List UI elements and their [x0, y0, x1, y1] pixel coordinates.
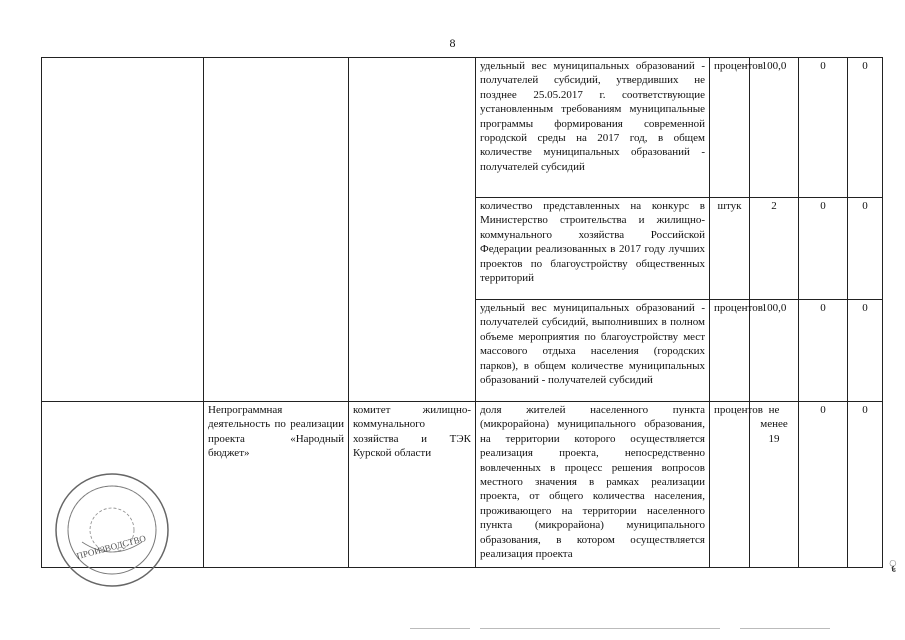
table-row — [42, 58, 883, 198]
indicator-description: удельный вес муниципальных образований - получателей субсидий, выполнивших в полном объеме мероприятия по благоустройству мест массового отдыха населения (городских парков), в общем количестве муниципальных образований - получателей субсидий — [476, 300, 710, 402]
indicator-description: количество представленных на конкурс в Министерство строительства и жилищно-коммунального хозяйства Российской Федерации реализованных в 2017 году лучших проектов по благоустройству общественных территорий — [476, 198, 710, 300]
unit-cell: процентов — [710, 402, 750, 568]
page-number: 8 — [449, 36, 456, 50]
unit-cell: процентов — [710, 300, 750, 402]
official-stamp — [52, 470, 172, 590]
executor-cell: комитет жилищно-коммунального хозяйства и ТЭК Курской области — [349, 402, 476, 568]
unit-cell: процентов — [710, 58, 750, 198]
empty-cell — [42, 58, 204, 402]
empty-cell — [349, 58, 476, 402]
empty-cell — [204, 58, 349, 402]
value-cell: 0 — [848, 300, 883, 402]
value-cell: 0 — [799, 300, 848, 402]
value-cell: 0 — [799, 58, 848, 198]
activity-cell: Непрограммная деятельность по реализации проекта «Народный бюджет» — [204, 402, 349, 568]
indicator-description: удельный вес муниципальных образований - получателей субсидий, утвердивших не позднее 25.05.2017 г. соответствующие установленным требованиям муниципальные программы формирования современной городской среды на 2017 год, в общем количестве муниципальных образований - получателей субсидий — [476, 58, 710, 198]
value-cell: не менее 19 — [750, 402, 799, 568]
value-cell: 2 — [750, 198, 799, 300]
value-cell: 100,0 — [750, 58, 799, 198]
scan-line — [480, 628, 720, 629]
scan-line — [740, 628, 830, 629]
unit-cell: штук — [710, 198, 750, 300]
indicator-description: доля жителей населенного пункта (микрорайона) муниципального образования, на территории которого осуществляется реализация проекта, непосредственно вовлеченных в процесс решения вопросов местного значения в рамках реализации проекта, от общего количества населения, проживающего на территории населенного пункта (микрорайона) муниципального образования, в котором осуществляется реализация проекта — [476, 402, 710, 568]
value-cell: 0 — [799, 402, 848, 568]
scan-line — [410, 628, 470, 629]
value-cell: 0 — [848, 198, 883, 300]
value-cell: 100,0 — [750, 300, 799, 402]
value-cell: 0 — [848, 402, 883, 568]
value-cell: 0 — [848, 58, 883, 198]
stamp-text: ПРОИЗВОДСТВО — [75, 533, 147, 562]
margin-mark: ॄ — [889, 555, 897, 570]
value-cell: 0 — [799, 198, 848, 300]
